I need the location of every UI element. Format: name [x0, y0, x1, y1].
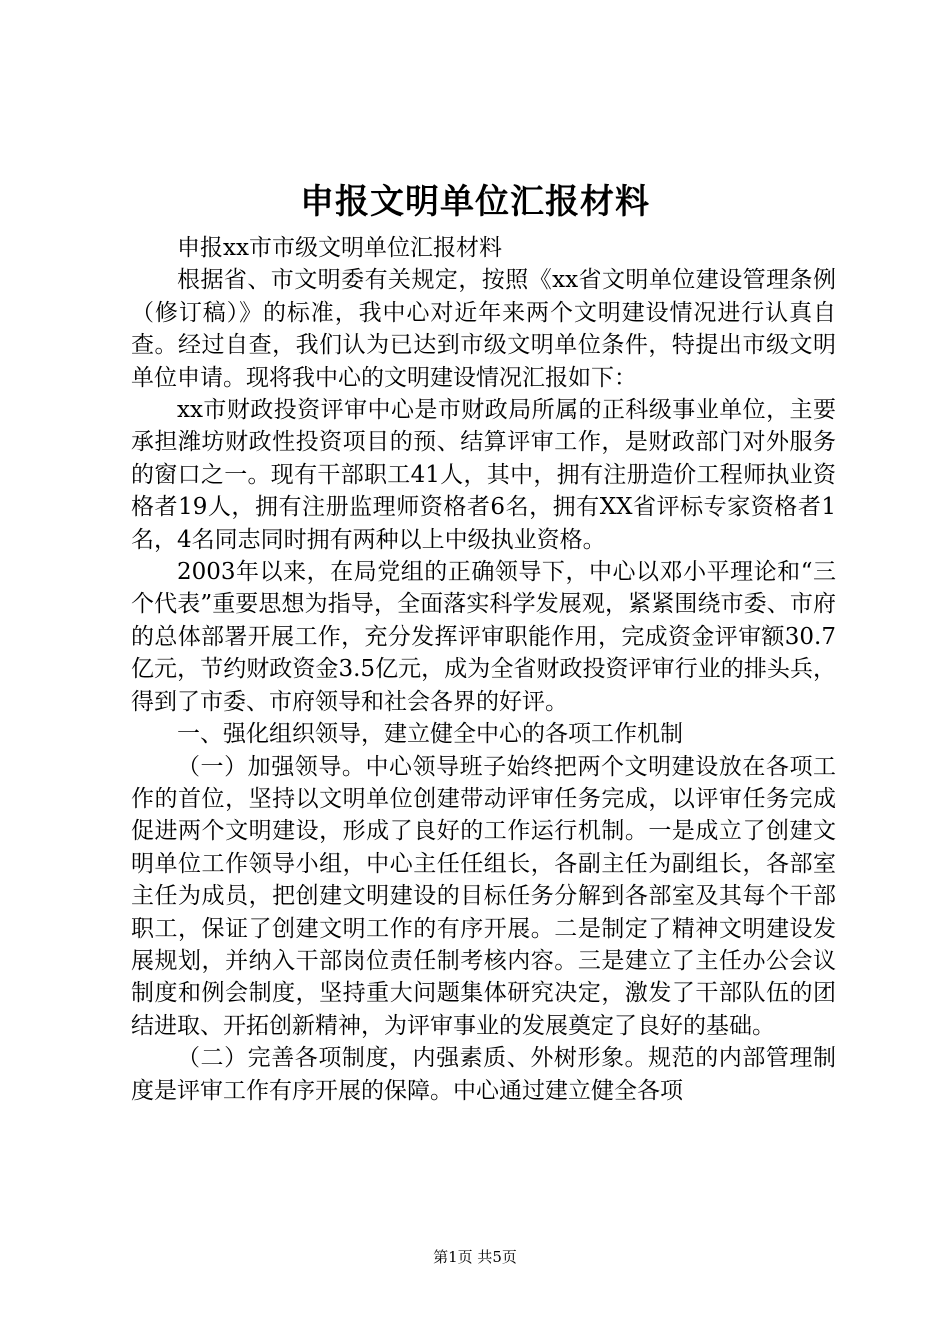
paragraph: xx市财政投资评审中心是市财政局所属的正科级事业单位，主要承担潍坊财政性投资项目的预、结算评审工作，是财政部门对外服务的窗口之一。现有干部职工41人，其中，拥有注册造价工程师执业资格者19人，拥有注册监理师资格者6名，拥有XX省评标专家资格者1名，4名同志同时拥有两种以上中级执业资格。 [131, 397, 836, 553]
page-number-footer: 第1页 共5页 [433, 1248, 517, 1266]
document-body [131, 232, 836, 1107]
paragraph: 2003年以来，在局党组的正确领导下，中心以邓小平理论和“三个代表”重要思想为指导，全面落实科学发展观，紧紧围绕市委、市府的总体部署开展工作，充分发挥评审职能作用，完成资金评审额30.7亿元，节约财政资金3.5亿元，成为全省财政投资评审行业的排头兵，得到了市委、市府领导和社会各界的好评。 [131, 559, 836, 715]
document-title: 申报文明单位汇报材料 [300, 182, 650, 222]
paragraph: 根据省、市文明委有关规定，按照《xx省文明单位建设管理条例（修订稿）》的标准，我中心对近年来两个文明建设情况进行认真自查。经过自查，我们认为已达到市级文明单位条件，特提出市级文明单位申请。现将我中心的文明建设情况汇报如下： [131, 267, 836, 391]
section-heading: 一、强化组织领导，建立健全中心的各项工作机制 [177, 721, 683, 748]
paragraph-subtitle: 申报xx市市级文明单位汇报材料 [177, 235, 502, 261]
paragraph: （二）完善各项制度，内强素质、外树形象。规范的内部管理制度是评审工作有序开展的保障。中心通过建立健全各项 [131, 1045, 836, 1104]
paragraph: （一）加强领导。中心领导班子始终把两个文明建设放在各项工作的首位，坚持以文明单位创建带动评审任务完成，以评审任务完成促进两个文明建设，形成了良好的工作运行机制。一是成立了创建文明单位工作领导小组，中心主任任组长，各副主任为副组长，各部室主任为成员，把创建文明建设的目标任务分解到各部室及其每个干部职工，保证了创建文明工作的有序开展。二是制定了精神文明建设发展规划，并纳入干部岗位责任制考核内容。三是建立了主任办公会议制度和例会制度，坚持重大问题集体研究决定，激发了干部队伍的团结进取、开拓创新精神，为评审事业的发展奠定了良好的基础。 [131, 753, 836, 1039]
